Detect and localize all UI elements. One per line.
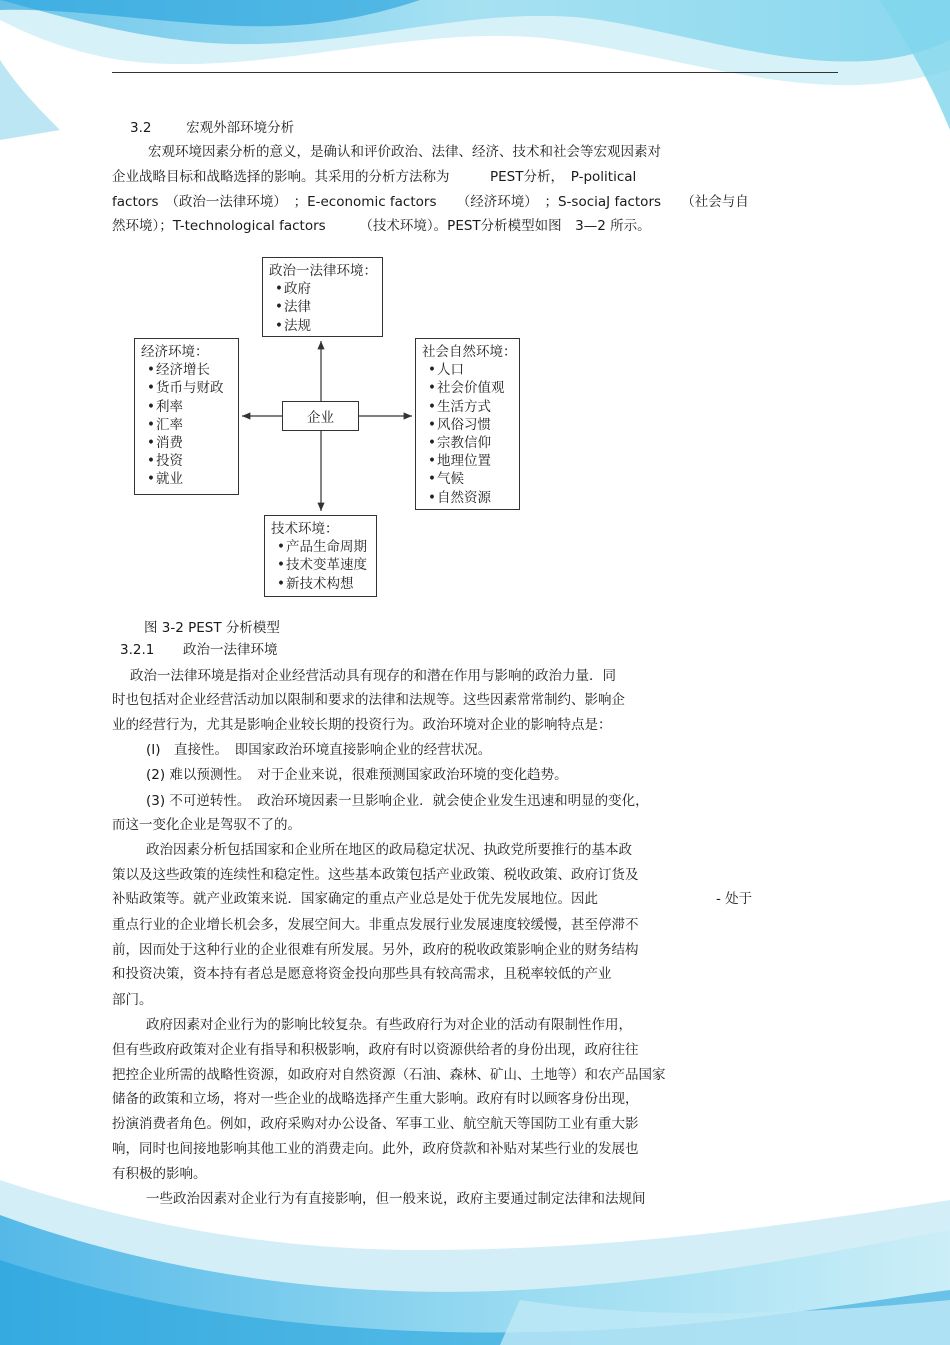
body-line: 但有些政府政策对企业有指导和积极影响，政府有时以资源供给者的身份出现，政府往往	[112, 1042, 639, 1058]
body-line: 政治因素分析包括国家和企业所在地区的政局稳定状况、执政党所要推行的基本政	[146, 842, 632, 858]
enterprise-box	[282, 401, 359, 431]
social-item: • 风俗习惯	[422, 416, 513, 434]
technology-box	[264, 515, 377, 597]
social-item: • 宗教信仰	[422, 434, 513, 452]
subsection-number: 3.2.1	[120, 642, 155, 658]
tech-item: • 技术变革速度	[271, 556, 370, 574]
political-legal-box	[262, 257, 383, 337]
body-line: 和投资决策，资本持有者总是愿意将资金投向那些具有较高需求，且税率较低的产业	[112, 966, 612, 982]
social-item: • 地理位置	[422, 452, 513, 470]
social-natural-box	[415, 338, 520, 510]
economic-title: 经济环境：	[141, 344, 209, 360]
social-item: • 人口	[422, 361, 513, 379]
body-line: (I) 直接性。 即国家政治环境直接影响企业的经营状况。	[146, 742, 492, 758]
intro-line: 然环境）；T-technological factors （技术环境）。PEST分析模型如图 3—2 所示。	[112, 218, 651, 234]
political-item: • 政府	[269, 280, 376, 298]
body-line: 响，同时也间接地影响其他工业的消费走向。此外，政府贷款和补贴对某些行业的发展也	[112, 1141, 639, 1157]
subsection-heading	[120, 640, 277, 660]
figure-caption: 图 3-2 PEST 分析模型	[144, 620, 280, 636]
header-rule	[112, 72, 838, 73]
enterprise-label: 企业	[307, 410, 334, 426]
body-line: 一些政治因素对企业行为有直接影响，但一般来说，政府主要通过制定法律和法规间	[146, 1191, 646, 1207]
social-item: • 生活方式	[422, 398, 513, 416]
tech-item: • 产品生命周期	[271, 538, 370, 556]
intro-line: factors （政治一法律环境） ；E-economic factors （经济环境） ；S-sociaJ factors （社会与自	[112, 194, 749, 210]
body-line: 重点行业的企业增长机会多，发展空间大。非重点发展行业发展速度较缓慢，甚至停滞不	[112, 917, 639, 933]
body-line-fragment: - 处于	[716, 891, 753, 907]
economic-item: • 经济增长	[141, 361, 232, 379]
body-line: 政治一法律环境是指对企业经营活动具有现存的和潜在作用与影响的政治力量．同	[130, 668, 616, 684]
economic-item: • 汇率	[141, 416, 232, 434]
section-heading	[130, 118, 294, 138]
intro-line: 宏观环境因素分析的意义，是确认和评价政治、法律、经济、技术和社会等宏观因素对	[148, 144, 661, 160]
body-line: (3) 不可逆转性。 政治环境因素一旦影响企业．就会使企业发生迅速和明显的变化，	[146, 793, 649, 809]
social-item: • 自然资源	[422, 489, 513, 507]
body-line: 扮演消费者角色。例如，政府采购对办公设备、军事工业、航空航天等国防工业有重大影	[112, 1116, 639, 1132]
tech-title: 技术环境：	[271, 521, 339, 537]
section-title: 宏观外部环境分析	[186, 120, 295, 136]
body-line: 有积极的影响。	[112, 1166, 207, 1182]
economic-item: • 消费	[141, 434, 232, 452]
economic-item: • 就业	[141, 470, 232, 488]
body-line: 策以及这些政策的连续性和稳定性。这些基本政策包括产业政策、税收政策、政府订货及	[112, 867, 639, 883]
subsection-title: 政治一法律环境	[182, 642, 278, 658]
tech-item: • 新技术构想	[271, 575, 370, 593]
body-line: 政府因素对企业行为的影响比较复杂。有些政府行为对企业的活动有限制性作用，	[146, 1017, 632, 1033]
body-line: 前，因而处于这种行业的企业很难有所发展。另外，政府的税收政策影响企业的财务结构	[112, 942, 639, 958]
body-line: 而这一变化企业是驾驭不了的。	[112, 817, 301, 833]
pest-diagram	[130, 253, 530, 601]
economic-item: • 利率	[141, 398, 232, 416]
body-line: 时也包括对企业经营活动加以限制和要求的法律和法规等。这些因素常常制约、影响企	[112, 692, 625, 708]
body-line: 补贴政策等。就产业政策来说．国家确定的重点产业总是处于优先发展地位。因此	[112, 891, 598, 907]
political-title: 政治一法律环境：	[269, 263, 377, 279]
section-number: 3.2	[130, 120, 152, 136]
social-item: • 社会价值观	[422, 379, 513, 397]
body-line: 部门。	[112, 992, 153, 1008]
social-item: • 气候	[422, 470, 513, 488]
body-line: 业的经营行为，尤其是影响企业较长期的投资行为。政治环境对企业的影响特点是：	[112, 717, 612, 733]
economic-box	[134, 338, 239, 495]
intro-line: 企业战略目标和战略选择的影响。其采用的分析方法称为 PEST分析， P-political	[112, 169, 637, 185]
body-line: (2) 难以预测性。 对于企业来说，很难预测国家政治环境的变化趋势。	[146, 767, 568, 783]
body-line: 储备的政策和立场，将对一些企业的战略选择产生重大影响。政府有时以顾客身份出现，	[112, 1091, 639, 1107]
body-line: 把控企业所需的战略性资源，如政府对自然资源（石油、森林、矿山、土地等）和农产品国家	[112, 1067, 666, 1083]
political-item: • 法规	[269, 317, 376, 335]
economic-item: • 货币与财政	[141, 379, 232, 397]
political-item: • 法律	[269, 298, 376, 316]
economic-item: • 投资	[141, 452, 232, 470]
social-title: 社会自然环境：	[422, 344, 517, 360]
